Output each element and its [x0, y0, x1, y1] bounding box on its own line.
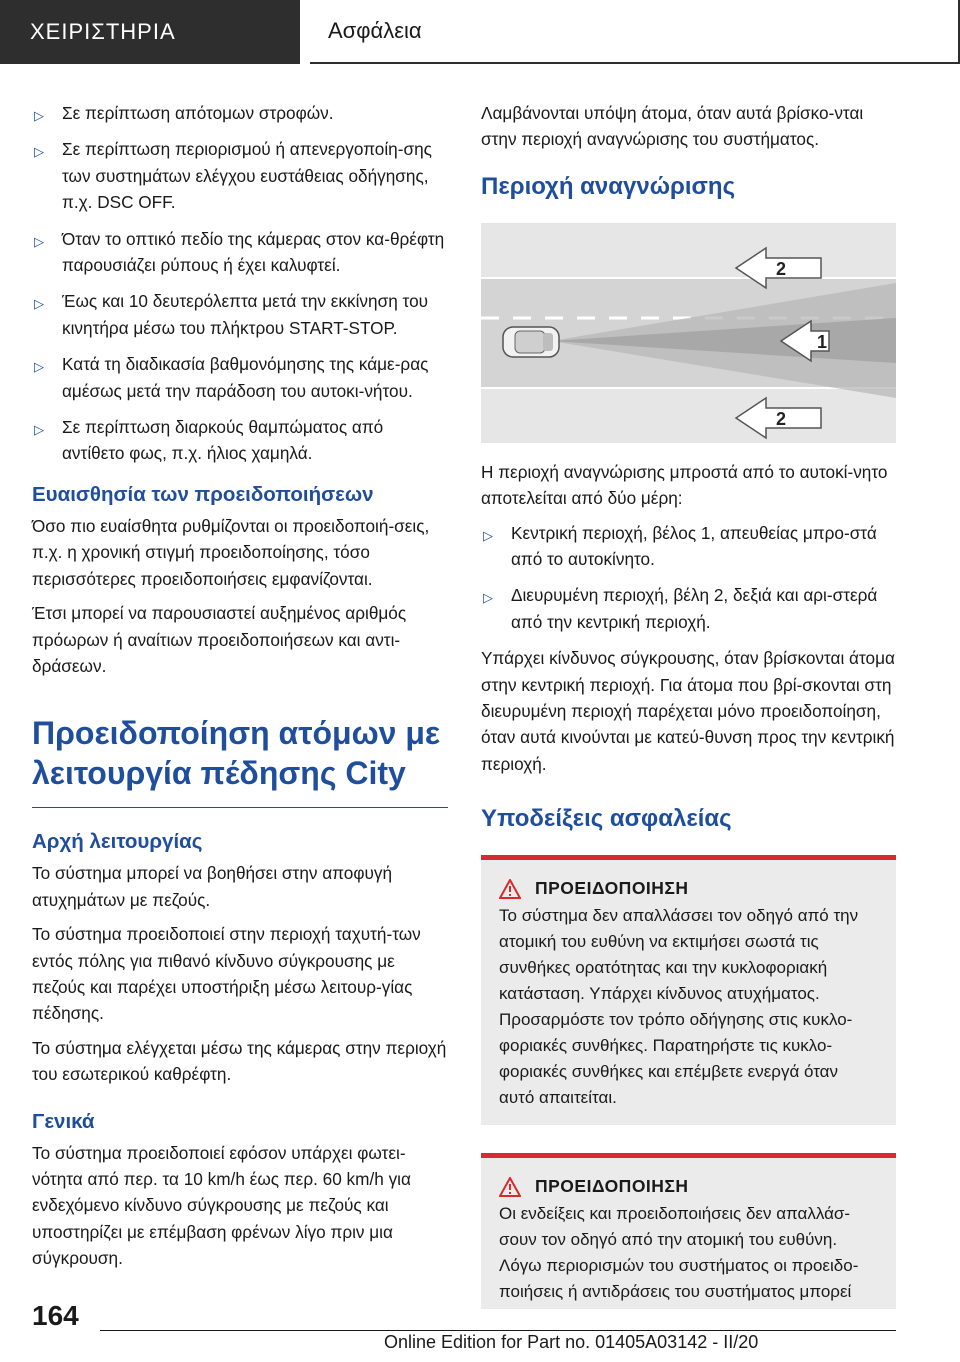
- principle-paragraph-3: Το σύστημα ελέγχεται μέσω της κάμερας στην περιοχή του εσωτερικού καθρέφτη.: [32, 1037, 447, 1085]
- chapter-title: ΧΕΙΡΙΣΤΗΡΙΑ: [30, 19, 176, 44]
- warning-title: ΠΡΟΕΙΔΟΠΟΙΗΣΗ: [535, 1176, 689, 1197]
- figure-label: 1: [817, 331, 828, 352]
- section-title: Προειδοποίηση ατόμων με λειτουργία πέδησης City: [32, 713, 448, 808]
- list-item: ▷ Σε περίπτωση διαρκούς θαμπώματος από αντίθετο φως, π.χ. ήλιος χαμηλά.: [34, 417, 384, 464]
- warning-box: [481, 1153, 896, 1309]
- sensitivity-paragraph-1: Όσο πιο ευαίσθητα ρυθμίζονται οι προειδοποιή-σεις, π.χ. η χρονική στιγμή προειδοποίησης, τόσο περισσότερες προειδοποιήσεις εμφανίζονται.: [32, 515, 430, 589]
- safety-heading: Υποδείξεις ασφαλείας: [481, 805, 732, 833]
- car-icon: [503, 327, 559, 357]
- bullet-triangle-icon: ▷: [34, 108, 44, 123]
- warning-text: Το σύστημα δεν απαλλάσσει τον οδηγό από την ατομική του ευθύνη να εκτιμήσει σωστά τις συνθήκες ορατότητας και την κυκλοφοριακή κατάσταση. Υπάρχει κίνδυνος ατυχήματος. Προσαρμόστε τον τρόπο οδήγησης στις κυκλο-φοριακές συνθήκες. Παρατηρήστε τις κυκλο-φοριακές συνθήκες και επέμβετε ενεργά όταν αυτό απαιτείται.: [499, 906, 859, 1108]
- list-item: ▷ Έως και 10 δευτερόλεπτα μετά την εκκίνηση του κινητήρα μέσω του πλήκτρου START-STOP.: [34, 291, 429, 338]
- list-item: ▷ Διευρυμένη περιοχή, βέλη 2, δεξιά και αρι-στερά από την κεντρική περιοχή.: [483, 585, 878, 632]
- intro-paragraph: Λαμβάνονται υπόψη άτομα, όταν αυτά βρίσκο-νται στην περιοχή αναγνώρισης του συστήματος.: [481, 103, 864, 150]
- chapter-tab: [0, 0, 300, 64]
- left-column: [32, 100, 448, 1280]
- page-number: 164: [32, 1300, 79, 1331]
- sensitivity-paragraph-2: Έτσι μπορεί να παρουσιαστεί αυξημένος αριθμός πρόωρων ή αναίτιων προειδοποιήσεων και αντι-δράσεων.: [32, 603, 407, 676]
- detection-area-illustration: [481, 223, 896, 443]
- warning-header: [499, 1176, 878, 1197]
- list-item: ▷ Κεντρική περιοχή, βέλος 1, απευθείας μπρο-στά από το αυτοκίνητο.: [483, 522, 877, 570]
- detection-area-figure: [481, 223, 896, 443]
- warning-text: Οι ενδείξεις και προειδοποιήσεις δεν απαλλάσ-σουν τον οδηγό από την ατομική του ευθύνη. Λόγω περιορισμών του συστήματος οι προειδο-ποιήσεις ή αντιδράσεις του συστήματος μπορεί: [499, 1204, 859, 1302]
- warning-header: [499, 878, 878, 899]
- section-title: Ασφάλεια: [328, 18, 422, 43]
- principle-heading: Αρχή λειτουργίας: [32, 830, 203, 854]
- area-list: [481, 520, 896, 636]
- warning-triangle-icon: [499, 1177, 521, 1197]
- list-item: ▷ Όταν το οπτικό πεδίο της κάμερας στον κα-θρέφτη παρουσιάζει ρύπους ή έχει καλυφτεί.: [34, 228, 445, 276]
- warning-title: ΠΡΟΕΙΔΟΠΟΙΗΣΗ: [535, 878, 689, 899]
- bullet-triangle-icon: ▷: [34, 296, 44, 312]
- principle-paragraph-2: Το σύστημα προειδοποιεί στην περιοχή ταχυτή-των εντός πόλης για πιθανό κίνδυνο σύγκρουσης με πεζούς και παρέχει υποστήριξη μέσω λειτουρ-γίας πέδησης.: [32, 924, 421, 1024]
- bullet-triangle-icon: ▷: [483, 527, 493, 543]
- list-item: ▷ Σε περίπτωση απότομων στροφών.: [32, 100, 448, 126]
- edition-footer: Online Edition for Part no. 01405A03142 - II/20: [384, 1332, 759, 1352]
- conditions-list: [32, 100, 448, 467]
- bullet-triangle-icon: ▷: [34, 422, 44, 438]
- bullet-triangle-icon: ▷: [483, 590, 493, 606]
- principle-paragraph-1: Το σύστημα μπορεί να βοηθήσει στην αποφυγή ατυχημάτων με πεζούς.: [32, 863, 393, 910]
- area-paragraph-2: Υπάρχει κίνδυνος σύγκρουσης, όταν βρίσκονται άτομα στην κεντρική περιοχή. Για άτομα που βρί-σκονται στη διευρυμένη περιοχή παρέχεται μόνο προειδοποίηση, όταν αυτά κινούνται με κατεύ-θυνση προς την κεντρική περιοχή.: [481, 648, 895, 774]
- area-heading: Περιοχή αναγνώρισης: [481, 172, 736, 200]
- sensitivity-heading: Ευαισθησία των προειδοποιήσεων: [32, 482, 374, 506]
- area-paragraph-1: Η περιοχή αναγνώρισης μπροστά από το αυτοκί-νητο αποτελείται από δύο μέρη:: [481, 461, 888, 509]
- general-paragraph: Το σύστημα προειδοποιεί εφόσον υπάρχει φωτει-νότητα από περ. τα 10 km/h έως περ. 60 km/h για ενδεχόμενο κίνδυνο σύγκρουσης με πεζούς και υποστηρίζει με επέμβαση φρένων λίγο πριν μια σύγκρουση.: [32, 1142, 411, 1269]
- warning-triangle-icon: [499, 879, 521, 899]
- right-column: [481, 100, 896, 1309]
- list-item: ▷ Σε περίπτωση περιορισμού ή απενεργοποίη-σης των συστημάτων ελέγχου ευστάθειας οδήγησης, π.χ. DSC OFF.: [34, 139, 432, 213]
- list-item: ▷ Κατά τη διαδικασία βαθμονόμησης της κάμε-ρας αμέσως μετά την παράδοση του αυτοκι-νήτου.: [34, 354, 429, 401]
- bullet-triangle-icon: ▷: [34, 359, 44, 375]
- figure-label: 2: [776, 258, 787, 279]
- section-tab: [310, 0, 960, 64]
- warning-box: [481, 855, 896, 1125]
- bullet-triangle-icon: ▷: [34, 144, 44, 160]
- bullet-triangle-icon: ▷: [34, 233, 44, 249]
- footer-divider: [100, 1330, 896, 1331]
- general-heading: Γενικά: [32, 1109, 95, 1133]
- figure-label: 2: [776, 408, 787, 429]
